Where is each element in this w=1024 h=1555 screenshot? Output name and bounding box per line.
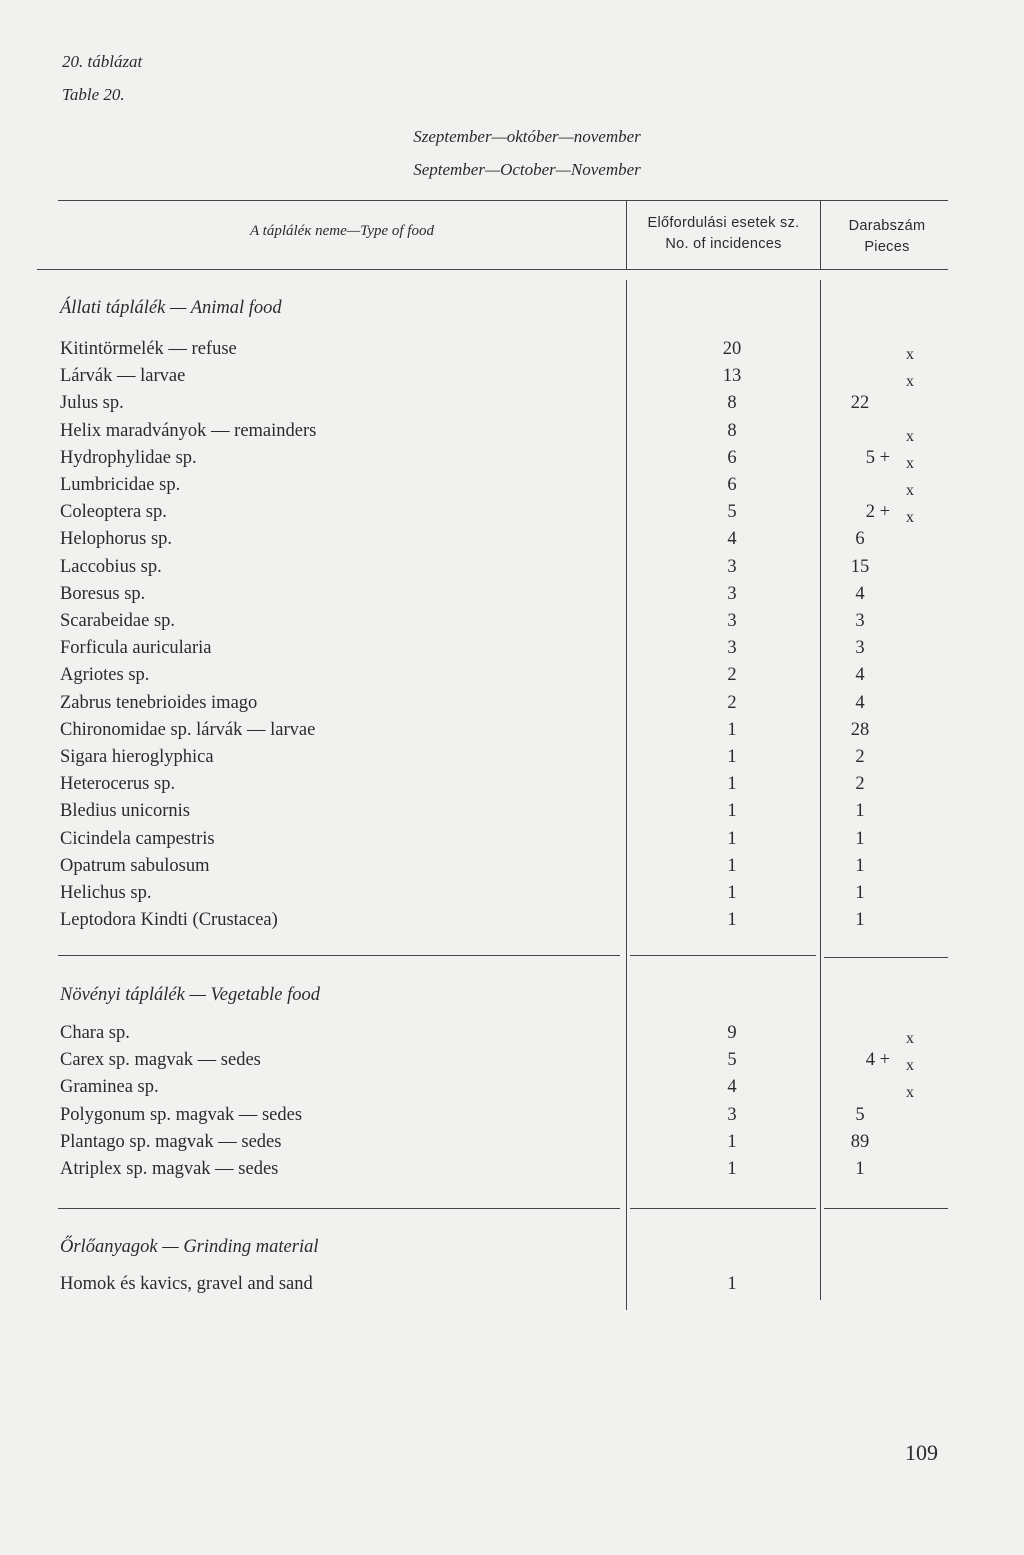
period-hu: Szeptember—október—november	[413, 127, 641, 146]
pieces-cell: 1	[855, 855, 865, 876]
food-type-cell: Helix maradványok — remainders	[60, 420, 317, 441]
pieces-cell: 3	[855, 611, 865, 631]
food-type-cell: Laccobius sp.	[60, 556, 162, 577]
pieces-unknown-mark: x	[906, 454, 914, 472]
table-row	[0, 584, 1024, 611]
pieces-cell: 1	[855, 883, 865, 903]
incidences-cell: 8	[727, 420, 737, 441]
food-type-cell: Zabrus tenebrioides imago	[60, 692, 258, 713]
incidences-cell: 6	[727, 447, 737, 468]
table-row	[0, 1159, 1024, 1186]
food-type-cell: Helophorus sp.	[60, 529, 173, 550]
section-rule-left-2	[58, 1208, 620, 1209]
table-caption-hu: 20. táblázat	[62, 52, 143, 71]
section-rule-right-1	[824, 957, 948, 958]
incidences-cell: 2	[727, 692, 737, 713]
section-vegetable-food: Növényi táplálék — Vegetable food	[60, 985, 320, 1005]
table-row	[0, 557, 1024, 584]
food-type-cell: Chara sp.	[60, 1023, 130, 1043]
incidences-cell: 5	[727, 502, 737, 523]
food-type-cell: Cicindela campestris	[60, 828, 215, 849]
table-row	[0, 529, 1024, 556]
food-type-cell: Kitintörmelék — refuse	[60, 339, 237, 359]
incidences-cell: 1	[727, 828, 737, 849]
food-type-cell: Forficula auricularia	[60, 638, 212, 659]
incidences-cell: 20	[722, 339, 742, 359]
pieces-cell: 2	[855, 774, 865, 795]
incidences-cell: 3	[727, 638, 737, 659]
pieces-unknown-mark: x	[906, 1030, 914, 1047]
food-type-cell: Sigara hieroglyphica	[60, 747, 214, 767]
incidences-cell: 1	[727, 747, 737, 767]
pieces-cell: 5	[855, 1104, 865, 1125]
header-pieces-hu: Darabszám	[848, 218, 926, 234]
incidences-cell: 1	[727, 801, 737, 822]
food-type-cell: Lumbricidae sp.	[60, 475, 181, 495]
incidences-cell: 1	[727, 719, 737, 740]
pieces-cell: 1	[855, 1159, 865, 1179]
incidences-cell: 1	[727, 910, 737, 931]
incidences-cell: 5	[727, 1050, 737, 1071]
food-type-cell: Hydrophylidae sp.	[60, 447, 197, 468]
header-incidences-hu: Előfordulási esetek sz.	[647, 215, 800, 231]
food-type-cell: Bledius unicornis	[60, 801, 191, 822]
pieces-unknown-mark: x	[906, 427, 914, 445]
food-type-cell: Coleoptera sp.	[60, 502, 167, 523]
header-pieces-en: Pieces	[864, 239, 910, 255]
food-type-cell: Agriotes sp.	[60, 665, 150, 686]
pieces-cell: 2 +	[865, 502, 890, 523]
pieces-unknown-mark: x	[906, 1084, 914, 1102]
section-rule-mid-2	[630, 1208, 816, 1209]
incidences-cell: 13	[722, 366, 742, 387]
food-type-cell: Heterocerus sp.	[60, 774, 176, 795]
food-type-cell: Julus sp.	[60, 393, 124, 414]
food-type-cell: Boresus sp.	[60, 583, 146, 604]
table-row	[0, 1132, 1024, 1159]
pieces-cell: 89	[850, 1131, 870, 1152]
page-number: 109	[905, 1440, 938, 1465]
table-row	[0, 1023, 1024, 1050]
section-grinding-material: Őrlőanyagok — Grinding material	[60, 1237, 319, 1257]
incidences-cell: 1	[727, 855, 737, 876]
food-type-cell: Graminea sp.	[60, 1077, 159, 1098]
table-row	[0, 366, 1024, 393]
pieces-cell: 28	[850, 719, 870, 740]
incidences-cell: 9	[727, 1023, 737, 1043]
food-type-cell: Helichus sp.	[60, 883, 152, 903]
pieces-unknown-mark: x	[906, 346, 914, 363]
table-row	[0, 339, 1024, 366]
incidences-cell: 1	[727, 883, 737, 903]
incidences-cell: 8	[727, 393, 737, 414]
table-row	[0, 801, 1024, 828]
pieces-cell: 3	[855, 638, 865, 659]
incidences-cell: 3	[727, 556, 737, 577]
pieces-unknown-mark: x	[906, 509, 914, 527]
food-type-cell: Lárvák — larvae	[60, 366, 186, 387]
table-row	[0, 393, 1024, 420]
incidences-cell: 2	[727, 665, 737, 686]
pieces-cell: 4	[855, 665, 865, 686]
table-row	[0, 638, 1024, 665]
pieces-cell: 5 +	[865, 447, 890, 468]
pieces-cell: 15	[850, 556, 870, 577]
pieces-cell: 4	[855, 583, 865, 604]
food-type-cell: Opatrum sabulosum	[60, 855, 210, 876]
incidences-cell: 1	[727, 774, 737, 795]
pieces-unknown-mark: x	[906, 373, 914, 391]
table-row	[0, 747, 1024, 774]
incidences-cell: 3	[727, 1104, 737, 1125]
table-row	[0, 774, 1024, 801]
incidences-cell: 1	[727, 1274, 737, 1294]
pieces-cell: 2	[855, 747, 865, 767]
table-caption-en: Table 20.	[62, 85, 125, 104]
food-type-cell: Plantago sp. magvak — sedes	[60, 1131, 282, 1152]
food-type-cell: Polygonum sp. magvak — sedes	[60, 1104, 303, 1125]
section-animal-food: Állati táplálék — Animal food	[60, 298, 282, 318]
table-row	[0, 1274, 1024, 1301]
incidences-cell: 3	[727, 611, 737, 631]
pieces-cell: 22	[850, 393, 870, 414]
table-row	[0, 448, 1024, 475]
pieces-cell: 4 +	[865, 1050, 890, 1071]
table-row	[0, 910, 1024, 937]
incidences-cell: 6	[727, 475, 737, 495]
table-row	[0, 502, 1024, 529]
pieces-cell: 6	[855, 529, 865, 550]
header-pieces	[821, 216, 953, 258]
header-food-type: A tápláléк neme—Type of food	[250, 223, 434, 239]
table-row	[0, 1077, 1024, 1104]
pieces-unknown-mark: x	[906, 482, 914, 499]
food-type-cell: Chironomidae sp. lárvák — larvae	[60, 719, 316, 740]
pieces-cell: 4	[855, 692, 865, 713]
pieces-cell: 1	[855, 828, 865, 849]
table-row	[0, 693, 1024, 720]
table-row	[0, 611, 1024, 638]
table-row	[0, 1105, 1024, 1132]
section-rule-right-2	[824, 1208, 948, 1209]
pieces-unknown-mark: x	[906, 1057, 914, 1075]
header-incidences	[627, 213, 820, 255]
table-row	[0, 829, 1024, 856]
food-type-cell: Homok és kavics, gravel and sand	[60, 1274, 313, 1294]
period-en: September—October—November	[413, 160, 641, 179]
section-rule-left-1	[58, 955, 620, 956]
incidences-cell: 1	[727, 1159, 737, 1179]
incidences-cell: 3	[727, 583, 737, 604]
food-type-cell: Scarabeidae sp.	[60, 611, 176, 631]
incidences-cell: 1	[727, 1131, 737, 1152]
header-bottom-rule	[37, 269, 948, 270]
section-rule-mid-1	[630, 955, 816, 956]
pieces-cell: 1	[855, 801, 865, 822]
pieces-cell: 1	[855, 910, 865, 931]
table-top-rule	[58, 200, 948, 201]
header-incidences-en: No. of incidences	[665, 236, 782, 252]
table-row	[0, 421, 1024, 448]
table-row	[0, 720, 1024, 747]
table-row	[0, 856, 1024, 883]
table-row	[0, 665, 1024, 692]
food-type-cell: Leptodora Kindti (Crustacea)	[60, 910, 278, 931]
incidences-cell: 4	[727, 529, 737, 550]
food-type-cell: Carex sp. magvak — sedes	[60, 1050, 261, 1071]
table-row	[0, 1050, 1024, 1077]
food-type-cell: Atriplex sp. magvak — sedes	[60, 1159, 279, 1179]
incidences-cell: 4	[727, 1077, 737, 1098]
table-row	[0, 475, 1024, 502]
table-row	[0, 883, 1024, 910]
